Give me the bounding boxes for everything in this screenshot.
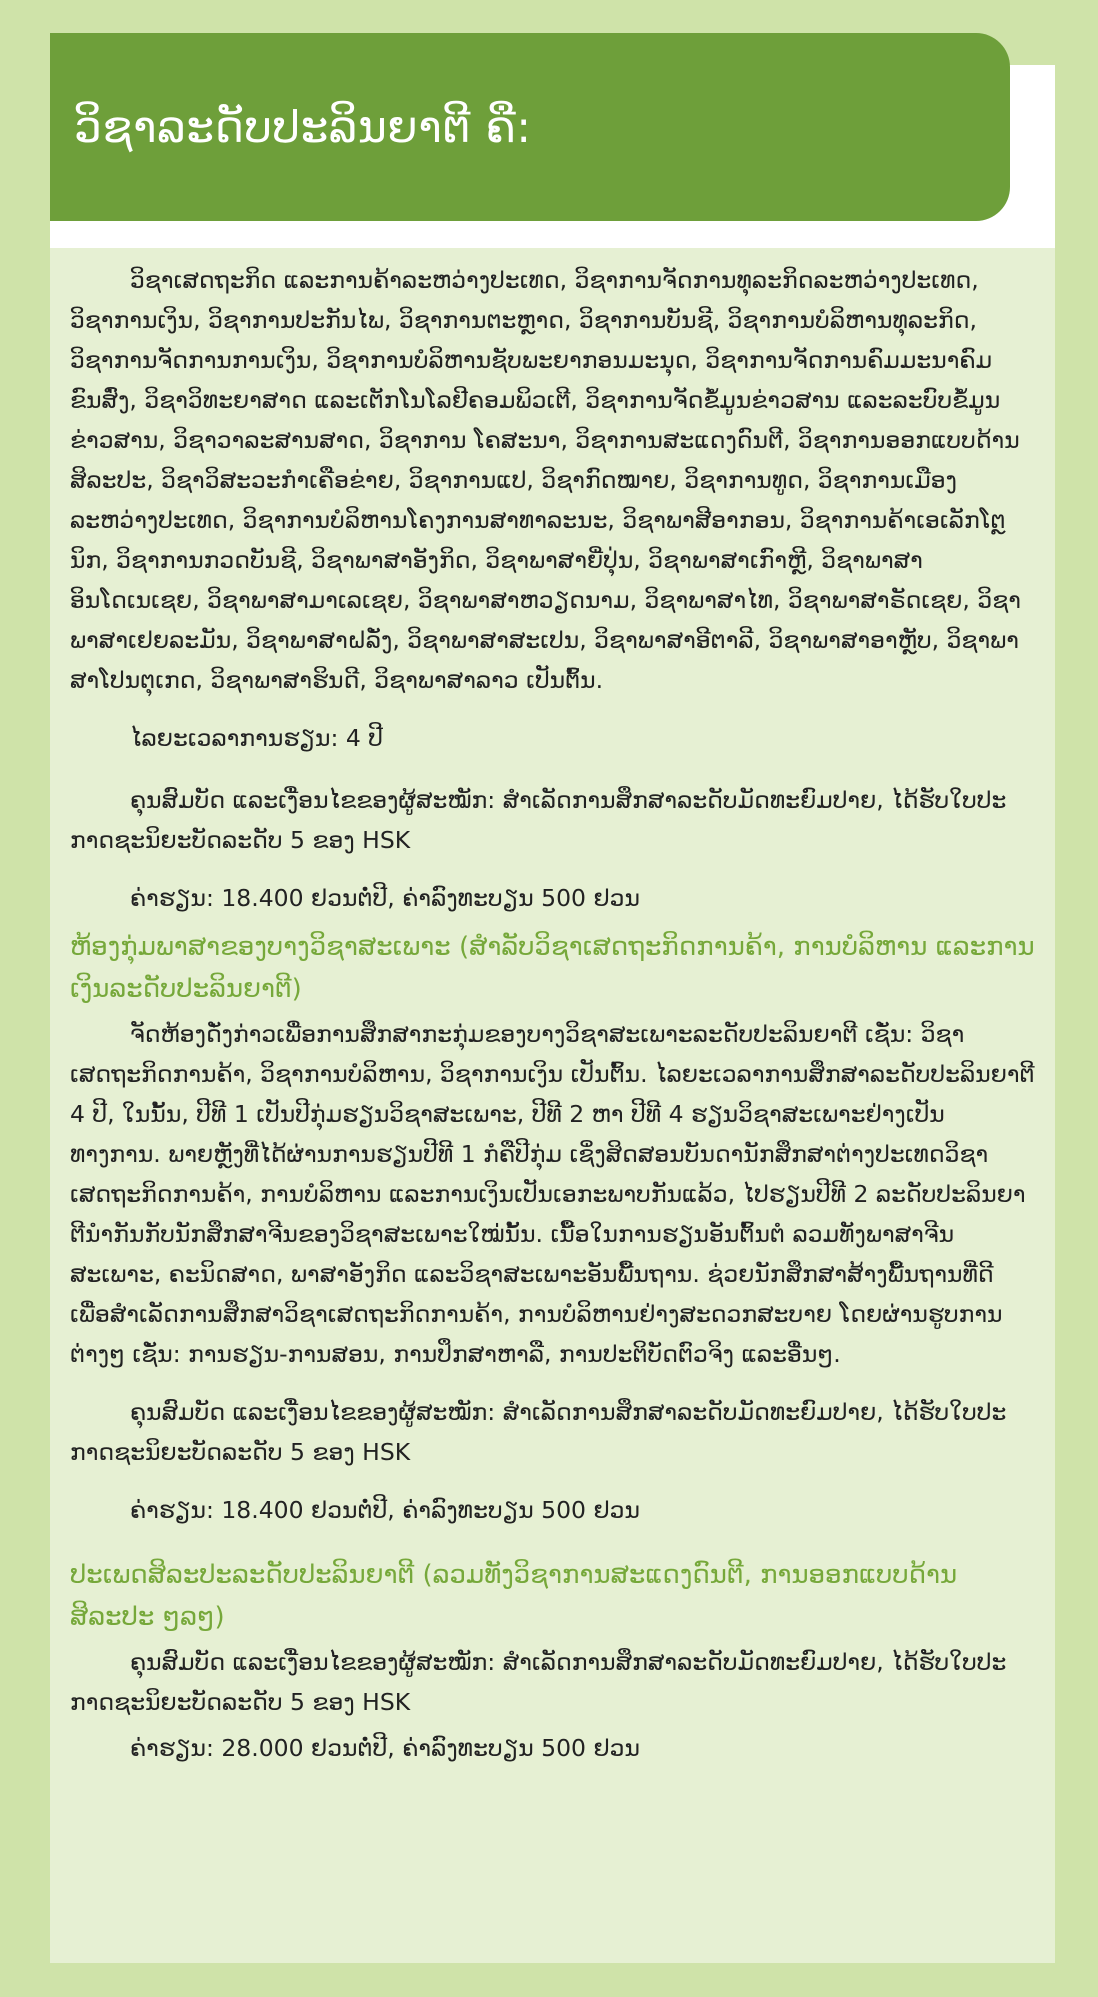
- tuition-fees: ຄ່າຮຽນ: 18.400 ຢວນຕໍ່ປີ, ຄ່າລົງທະບຽນ 500 ຢວນ: [130, 884, 640, 912]
- applicant-requirements: ຄຸນສົມບັດ ແລະເງື່ອນໄຂຂອງຜູ້ສະໝັກ: ສຳເລັດການສຶກສາລະດັບມັດທະຍົມປາຍ, ໄດ້ຮັບໃບປະກາດຊະນິຍະບັດລະດັບ 5 ຂອງ HSK: [70, 786, 1007, 854]
- applicant-requirements: ຄຸນສົມບັດ ແລະເງື່ອນໄຂຂອງຜູ້ສະໝັກ: ສຳເລັດການສຶກສາລະດັບມັດທະຍົມປາຍ, ໄດ້ຮັບໃບປະກາດຊະນິຍະບັດລະດັບ 5 ຂອງ HSK: [70, 1648, 1007, 1716]
- tuition-fees: ຄ່າຮຽນ: 18.400 ຢວນຕໍ່ປີ, ຄ່າລົງທະບຽນ 500 ຢວນ: [130, 1496, 640, 1524]
- section-title-language-class: ຫ້ອງກຸ່ມພາສາຂອງບາງວິຊາສະເພາະ (ສຳລັບວິຊາເສດຖະກິດການຄ້າ, ການບໍລິຫານ ແລະການເງິນລະດັບປະລິນຍາຕີ): [70, 932, 1035, 1004]
- section-title-arts: ປະເພດສິລະປະລະດັບປະລິນຍາຕີ (ລວມທັງວິຊາການສະແດງດົນຕີ, ການອອກແບບດ້ານສິລະປະ ໆລໆ): [70, 1560, 958, 1632]
- page-title: ວິຊາລະດັບປະລິນຍາຕີ ຄື:: [74, 101, 532, 153]
- tuition-fees: ຄ່າຮຽນ: 28.000 ຢວນຕໍ່ປີ, ຄ່າລົງທະບຽນ 500 ຢວນ: [130, 1734, 640, 1762]
- header-banner: [50, 33, 1010, 221]
- applicant-requirements: ຄຸນສົມບັດ ແລະເງື່ອນໄຂຂອງຜູ້ສະໝັກ: ສຳເລັດການສຶກສາລະດັບມັດທະຍົມປາຍ, ໄດ້ຮັບໃບປະກາດຊະນິຍະບັດລະດັບ 5 ຂອງ HSK: [70, 1398, 1007, 1466]
- content-panel: [50, 248, 1055, 1963]
- subjects-list: ວິຊາເສດຖະກິດ ແລະການຄ້າລະຫວ່າງປະເທດ, ວິຊາການຈັດການທຸລະກິດລະຫວ່າງປະເທດ, ວິຊາການເງິນ, ວິຊາການປະກັນໄພ, ວິຊາການຕະຫຼາດ, ວິຊາການບັນຊີ, ວິຊາການບໍລິຫານທຸລະກິດ, ວິຊາການຈັດການການເງິນ, ວິຊາການບໍລິຫານຊັບພະຍາກອນມະນຸດ, ວິຊາການຈັດການຄົມມະນາຄົມຂົນສົ່ງ, ວິຊາວິທະຍາສາດ ແລະເຕັກໂນໂລຢີຄອມພິວເຕີ, ວິຊາການຈັດຂໍ້ມູນຂ່າວສານ ແລະລະບົບຂໍ້ມູນຂ່າວສານ, ວິຊາວາລະສານສາດ, ວິຊາການ ໂຄສະນາ, ວິຊາການສະແດງດົນຕີ, ວິຊາການອອກແບບດ້ານສິລະປະ, ວິຊາວິສະວະກຳເຄືອຂ່າຍ, ວິຊາການແປ, ວິຊາກົດໝາຍ, ວິຊາການທູດ, ວິຊາການເມືອງລະຫວ່າງປະເທດ, ວິຊາການບໍລິຫານໂຄງການສາທາລະນະ, ວິຊາພາສີອາກອນ, ວິຊາການຄ້າເອເລັກໂຕຼນິກ, ວິຊາການກວດບັນຊີ, ວິຊາພາສາອັງກິດ, ວິຊາພາສາຍີ່ປຸ່ນ, ວິຊາພາສາເກົາຫຼີ, ວິຊາພາສາອິນໂດເນເຊຍ, ວິຊາພາສາມາເລເຊຍ, ວິຊາພາສາຫວຽດນາມ, ວິຊາພາສາໄທ, ວິຊາພາສາຣັດເຊຍ, ວິຊາພາສາເຢຍລະມັນ, ວິຊາພາສາຝລັ່ງ, ວິຊາພາສາສະເປນ, ວິຊາພາສາອີຕາລີ, ວິຊາພາສາອາຫຼັບ, ວິຊາພາສາໂປນຕຸເກດ, ວິຊາພາສາຮິນດີ, ວິຊາພາສາລາວ ເປັນຕົ້ນ.: [70, 266, 1021, 694]
- language-class-description: ຈັດຫ້ອງດັ່ງກ່າວເພື່ອການສຶກສາກະກຸ່ມຂອງບາງວິຊາສະເພາະລະດັບປະລິນຍາຕີ ເຊັ່ນ: ວິຊາເສດຖະກິດການຄ້າ, ວິຊາການບໍລິຫານ, ວິຊາການເງິນ ເປັນຕົ້ນ. ໄລຍະເວລາການສຶກສາລະດັບປະລິນຍາຕີ 4 ປີ, ໃນນັ້ນ, ປີທີ 1 ເປັນປີກຸ່ມຮຽນວິຊາສະເພາະ, ປີທີ 2 ຫາ ປີທີ 4 ຮຽນວິຊາສະເພາະຢ່າງເປັນທາງການ. ພາຍຫຼັງທີ່ໄດ້ຜ່ານການຮຽນປີທີ 1 ກໍຄືປີກຸ່ມ ເຊິ່ງສິດສອນບັນດານັກສຶກສາຕ່າງປະເທດວິຊາເສດຖະກິດການຄ້າ, ການບໍລິຫານ ແລະການເງິນເປັນເອກະພາບກັນແລ້ວ, ໄປຮຽນປີທີ 2 ລະດັບປະລິນຍາຕີນຳກັນກັບນັກສຶກສາຈີນຂອງວິຊາສະເພາະໃໝ່ນັ້ນ. ເນື້ອໃນການຮຽນອັນຕົ້ນຕໍ ລວມທັງພາສາຈີນສະເພາະ, ຄະນິດສາດ, ພາສາອັງກິດ ແລະວິຊາສະເພາະອັນພື້ນຖານ. ຊ່ວຍນັກສຶກສາສ້າງພື້ນຖານທີ່ດີ ເພື່ອສຳເລັດການສຶກສາວິຊາເສດຖະກິດການຄ້າ, ການບໍລິຫານຢ່າງສະດວກສະບາຍ ໂດຍຜ່ານຮູບການຕ່າງໆ ເຊັ່ນ: ການຮຽນ-ການສອນ, ການປຶກສາຫາລື, ການປະຕິບັດຕົວຈິງ ແລະອື່ນໆ.: [70, 1020, 1035, 1368]
- study-duration: ໄລຍະເວລາການຮຽນ: 4 ປີ: [130, 724, 383, 752]
